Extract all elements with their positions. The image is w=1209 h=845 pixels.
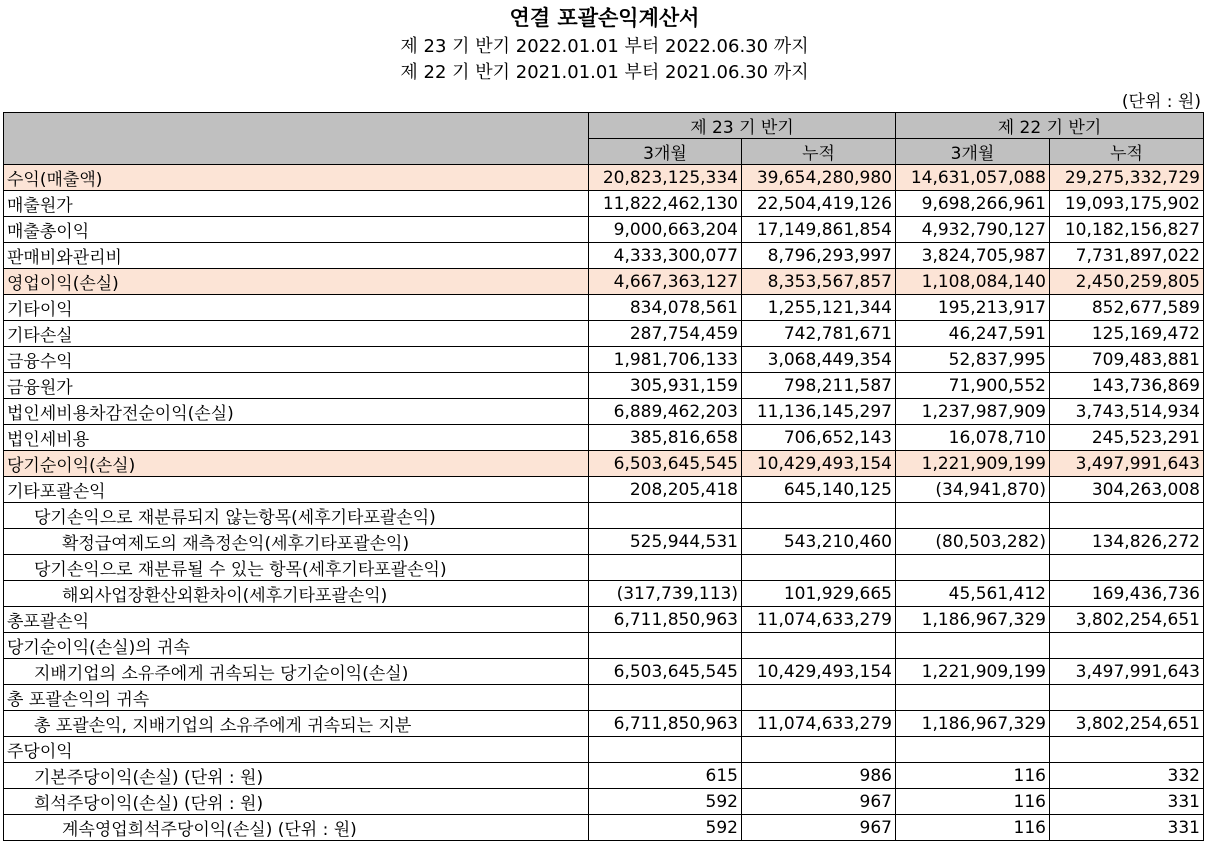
cell-current-cum: 11,136,145,297	[742, 399, 896, 425]
cell-current-3m: 305,931,159	[589, 373, 742, 399]
table-row	[4, 243, 1204, 269]
row-label: 판매비와관리비	[4, 243, 589, 269]
table-row	[4, 815, 1204, 841]
cell-prior-cum: 245,523,291	[1050, 425, 1204, 451]
header-prior-3m: 3개월	[896, 139, 1050, 165]
row-label: 총 포괄손익, 지배기업의 소유주에게 귀속되는 지분	[4, 711, 589, 737]
cell-prior-cum	[1050, 503, 1204, 529]
table-row	[4, 399, 1204, 425]
cell-current-3m: 592	[589, 815, 742, 841]
cell-current-3m: 615	[589, 763, 742, 789]
cell-prior-cum: 331	[1050, 815, 1204, 841]
cell-current-3m: 1,981,706,133	[589, 347, 742, 373]
cell-prior-3m: 195,213,917	[896, 295, 1050, 321]
cell-prior-3m: 4,932,790,127	[896, 217, 1050, 243]
cell-prior-cum: 331	[1050, 789, 1204, 815]
row-label: 매출원가	[4, 191, 589, 217]
cell-prior-cum: 169,436,736	[1050, 581, 1204, 607]
cell-current-3m: 834,078,561	[589, 295, 742, 321]
cell-current-cum	[742, 503, 896, 529]
cell-prior-3m	[896, 503, 1050, 529]
period-current: 제 23 기 반기 2022.01.01 부터 2022.06.30 까지	[400, 36, 809, 57]
cell-current-cum: 798,211,587	[742, 373, 896, 399]
cell-current-3m: 20,823,125,334	[589, 165, 742, 191]
table-row	[4, 503, 1204, 529]
statement-title: 연결 포괄손익계산서	[509, 6, 700, 30]
unit-label: (단위 : 원)	[1121, 92, 1201, 112]
table-row	[4, 269, 1204, 295]
table-row	[4, 451, 1204, 477]
cell-current-3m: 6,503,645,545	[589, 659, 742, 685]
row-label: 당기손익으로 재분류될 수 있는 항목(세후기타포괄손익)	[4, 555, 589, 581]
cell-prior-cum: 143,736,869	[1050, 373, 1204, 399]
cell-current-cum: 3,068,449,354	[742, 347, 896, 373]
cell-prior-3m: 71,900,552	[896, 373, 1050, 399]
row-label: 당기순이익(손실)	[4, 451, 589, 477]
cell-current-3m	[589, 503, 742, 529]
cell-prior-3m: 3,824,705,987	[896, 243, 1050, 269]
cell-prior-3m: 1,221,909,199	[896, 451, 1050, 477]
row-label: 당기손익으로 재분류되지 않는항목(세후기타포괄손익)	[4, 503, 589, 529]
cell-current-cum: 8,353,567,857	[742, 269, 896, 295]
cell-current-cum	[742, 685, 896, 711]
cell-current-cum: 543,210,460	[742, 529, 896, 555]
cell-current-3m	[589, 685, 742, 711]
cell-current-cum: 967	[742, 789, 896, 815]
cell-current-3m: 6,889,462,203	[589, 399, 742, 425]
table-row	[4, 373, 1204, 399]
cell-prior-cum	[1050, 555, 1204, 581]
table-row	[4, 321, 1204, 347]
header-group-current: 제 23 기 반기	[589, 113, 896, 139]
cell-prior-cum: 7,731,897,022	[1050, 243, 1204, 269]
row-label: 금융수익	[4, 347, 589, 373]
cell-prior-cum: 29,275,332,729	[1050, 165, 1204, 191]
cell-current-cum: 11,074,633,279	[742, 711, 896, 737]
cell-current-3m: 592	[589, 789, 742, 815]
table-row	[4, 347, 1204, 373]
cell-current-cum: 8,796,293,997	[742, 243, 896, 269]
table-row	[4, 711, 1204, 737]
table-row	[4, 659, 1204, 685]
cell-current-cum: 22,504,419,126	[742, 191, 896, 217]
cell-prior-3m: 1,186,967,329	[896, 607, 1050, 633]
row-label: 확정급여제도의 재측정손익(세후기타포괄손익)	[4, 529, 589, 555]
header-row-groups	[4, 113, 1204, 139]
header-prior-cum: 누적	[1050, 139, 1204, 165]
row-label: 계속영업희석주당이익(손실) (단위 : 원)	[4, 815, 589, 841]
table-row	[4, 529, 1204, 555]
cell-prior-cum	[1050, 633, 1204, 659]
cell-prior-3m: 46,247,591	[896, 321, 1050, 347]
row-label: 매출총이익	[4, 217, 589, 243]
row-label: 기타손실	[4, 321, 589, 347]
header-group-prior: 제 22 기 반기	[896, 113, 1204, 139]
table-row	[4, 685, 1204, 711]
row-label: 총 포괄손익의 귀속	[4, 685, 589, 711]
table-row	[4, 191, 1204, 217]
cell-current-cum: 986	[742, 763, 896, 789]
cell-current-3m: 4,333,300,077	[589, 243, 742, 269]
cell-current-cum: 1,255,121,344	[742, 295, 896, 321]
table-row	[4, 607, 1204, 633]
row-label: 지배기업의 소유주에게 귀속되는 당기순이익(손실)	[4, 659, 589, 685]
cell-prior-3m: 14,631,057,088	[896, 165, 1050, 191]
cell-prior-3m: 116	[896, 763, 1050, 789]
row-label: 희석주당이익(손실) (단위 : 원)	[4, 789, 589, 815]
row-label: 해외사업장환산외환차이(세후기타포괄손익)	[4, 581, 589, 607]
cell-current-cum: 967	[742, 815, 896, 841]
income-statement-table	[3, 112, 1204, 841]
period-prior: 제 22 기 반기 2021.01.01 부터 2021.06.30 까지	[400, 62, 809, 83]
cell-current-3m	[589, 737, 742, 763]
cell-current-cum	[742, 555, 896, 581]
table-row	[4, 789, 1204, 815]
cell-prior-cum: 852,677,589	[1050, 295, 1204, 321]
row-label: 기타포괄손익	[4, 477, 589, 503]
table-row	[4, 581, 1204, 607]
cell-current-3m: 6,711,850,963	[589, 607, 742, 633]
header-current-cum: 누적	[742, 139, 896, 165]
cell-prior-3m: 52,837,995	[896, 347, 1050, 373]
table-body	[4, 165, 1204, 841]
cell-current-3m: 525,944,531	[589, 529, 742, 555]
row-label: 수익(매출액)	[4, 165, 589, 191]
table-row	[4, 477, 1204, 503]
cell-current-cum: 10,429,493,154	[742, 659, 896, 685]
cell-prior-cum: 3,497,991,643	[1050, 659, 1204, 685]
cell-prior-3m: 45,561,412	[896, 581, 1050, 607]
cell-current-cum: 39,654,280,980	[742, 165, 896, 191]
cell-prior-3m	[896, 555, 1050, 581]
cell-prior-3m: 116	[896, 789, 1050, 815]
cell-current-3m	[589, 633, 742, 659]
cell-prior-cum: 125,169,472	[1050, 321, 1204, 347]
cell-current-3m: 9,000,663,204	[589, 217, 742, 243]
cell-current-3m: 6,711,850,963	[589, 711, 742, 737]
cell-current-3m: 208,205,418	[589, 477, 742, 503]
cell-current-cum	[742, 737, 896, 763]
row-label: 법인세비용차감전순이익(손실)	[4, 399, 589, 425]
cell-prior-cum: 3,497,991,643	[1050, 451, 1204, 477]
cell-current-3m	[589, 555, 742, 581]
cell-prior-3m	[896, 685, 1050, 711]
cell-prior-3m: 1,221,909,199	[896, 659, 1050, 685]
cell-prior-cum: 3,802,254,651	[1050, 607, 1204, 633]
cell-prior-3m: 1,237,987,909	[896, 399, 1050, 425]
cell-current-cum: 742,781,671	[742, 321, 896, 347]
cell-prior-3m: (80,503,282)	[896, 529, 1050, 555]
cell-current-cum: 101,929,665	[742, 581, 896, 607]
cell-prior-cum: 19,093,175,902	[1050, 191, 1204, 217]
cell-prior-3m: (34,941,870)	[896, 477, 1050, 503]
cell-prior-3m: 1,186,967,329	[896, 711, 1050, 737]
cell-current-3m: 4,667,363,127	[589, 269, 742, 295]
table-row	[4, 295, 1204, 321]
table-row	[4, 165, 1204, 191]
cell-prior-cum	[1050, 737, 1204, 763]
row-label: 금융원가	[4, 373, 589, 399]
table-row	[4, 555, 1204, 581]
cell-prior-3m: 116	[896, 815, 1050, 841]
header-current-3m: 3개월	[589, 139, 742, 165]
table-row	[4, 217, 1204, 243]
cell-current-3m: 287,754,459	[589, 321, 742, 347]
cell-current-cum	[742, 633, 896, 659]
table-row	[4, 737, 1204, 763]
cell-current-cum: 11,074,633,279	[742, 607, 896, 633]
cell-prior-3m	[896, 633, 1050, 659]
cell-prior-3m	[896, 737, 1050, 763]
row-label: 총포괄손익	[4, 607, 589, 633]
cell-prior-cum: 10,182,156,827	[1050, 217, 1204, 243]
cell-prior-cum: 304,263,008	[1050, 477, 1204, 503]
table-row	[4, 425, 1204, 451]
cell-prior-cum: 2,450,259,805	[1050, 269, 1204, 295]
cell-current-cum: 10,429,493,154	[742, 451, 896, 477]
cell-current-3m: (317,739,113)	[589, 581, 742, 607]
cell-current-3m: 11,822,462,130	[589, 191, 742, 217]
cell-prior-cum: 709,483,881	[1050, 347, 1204, 373]
cell-current-cum: 645,140,125	[742, 477, 896, 503]
cell-current-cum: 17,149,861,854	[742, 217, 896, 243]
cell-current-3m: 385,816,658	[589, 425, 742, 451]
row-label: 영업이익(손실)	[4, 269, 589, 295]
row-label: 기타이익	[4, 295, 589, 321]
cell-prior-cum: 134,826,272	[1050, 529, 1204, 555]
cell-current-cum: 706,652,143	[742, 425, 896, 451]
cell-prior-cum: 3,802,254,651	[1050, 711, 1204, 737]
cell-prior-3m: 16,078,710	[896, 425, 1050, 451]
cell-prior-3m: 9,698,266,961	[896, 191, 1050, 217]
row-label: 법인세비용	[4, 425, 589, 451]
row-label: 주당이익	[4, 737, 589, 763]
cell-prior-cum	[1050, 685, 1204, 711]
row-label: 기본주당이익(손실) (단위 : 원)	[4, 763, 589, 789]
row-label: 당기순이익(손실)의 귀속	[4, 633, 589, 659]
cell-current-3m: 6,503,645,545	[589, 451, 742, 477]
cell-prior-3m: 1,108,084,140	[896, 269, 1050, 295]
cell-prior-cum: 3,743,514,934	[1050, 399, 1204, 425]
header-blank	[4, 113, 589, 165]
table-row	[4, 763, 1204, 789]
cell-prior-cum: 332	[1050, 763, 1204, 789]
table-row	[4, 633, 1204, 659]
